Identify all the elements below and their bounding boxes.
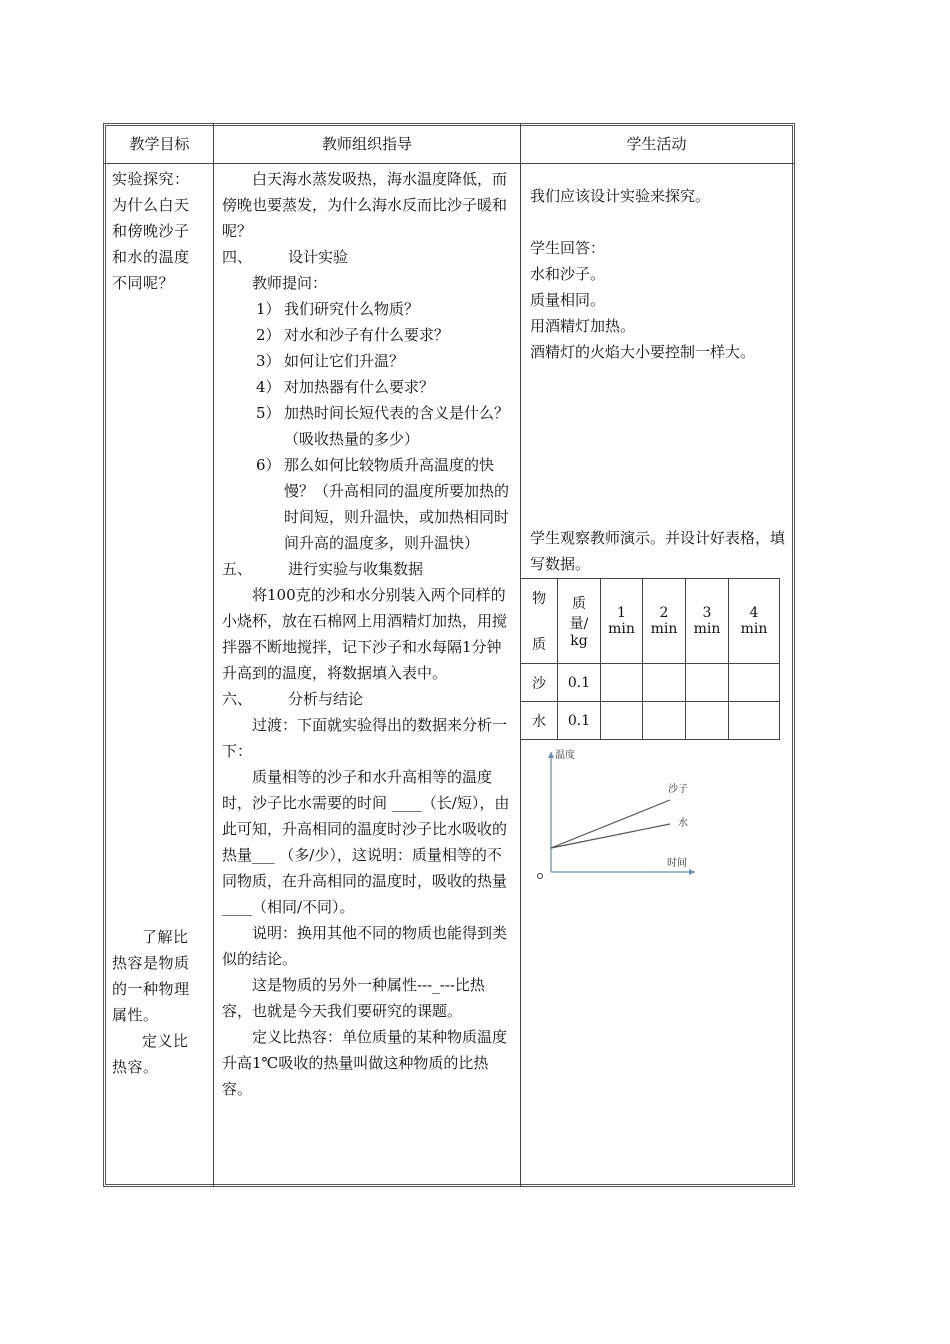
section-5-heading: [222, 556, 514, 582]
question-number: 5）: [256, 404, 281, 422]
header-text: 4: [749, 605, 759, 621]
header-material: [521, 579, 558, 664]
cell-material: 沙: [521, 664, 558, 702]
conclusion-paragraph: 质量相等的沙子和水升高相等的温度时，沙子比水需要的时间 ____（长/短），由此可知，升高相同的温度时沙子比水吸收的热量___ （多/少），这说明：质量相等的不同物质，在升高相同的温度时，吸收的热量 ____（相同/不同）。: [222, 768, 510, 916]
section-number: 五、: [222, 560, 253, 578]
property-paragraph: 这是物质的另外一种属性---_---比热容，也就是今天我们要研究的课题。: [222, 976, 485, 1020]
header-teacher: 教师组织指导: [321, 135, 412, 153]
goal-line: 热容是物质: [112, 954, 190, 972]
cell-empty[interactable]: [686, 702, 729, 740]
question-item: [222, 296, 514, 322]
header-text: min: [650, 621, 678, 637]
goal-line: 为什么白天: [112, 196, 190, 214]
student-observe: 学生观察教师演示。并设计好表格，填写数据。: [530, 529, 786, 573]
goal-line: 和水的温度: [112, 248, 190, 266]
header-time-3: [686, 579, 729, 664]
x-axis-arrow: [689, 869, 695, 875]
temperature-time-chart: [525, 742, 735, 882]
goal-line: 和傍晚沙子: [112, 222, 190, 240]
table-header-row: [521, 579, 780, 664]
header-text: 质: [532, 637, 546, 653]
question-number: 3）: [256, 352, 281, 370]
cell-mass: 0.1: [558, 664, 601, 702]
header-text: min: [608, 621, 635, 637]
question-item: [222, 322, 514, 348]
question-text: 我们研究什么物质？: [284, 300, 420, 318]
header-student: 学生活动: [626, 135, 687, 153]
cell-empty[interactable]: [643, 702, 686, 740]
section-6-heading: [222, 686, 514, 712]
transition-paragraph: 过渡：下面就实验得出的数据来分析一下：: [222, 716, 508, 760]
note-paragraph: 说明：换用其他不同的物质也能得到类似的结论。: [222, 924, 508, 968]
header-time-1: [601, 579, 643, 664]
header-goals: 教学目标: [129, 135, 190, 153]
question-number: 1）: [256, 300, 281, 318]
goal-line: 实验探究：: [112, 170, 190, 188]
header-time-4: [729, 579, 780, 664]
cell-empty[interactable]: [601, 664, 643, 702]
question-number: 4）: [256, 378, 281, 396]
header-text: 物: [532, 591, 546, 607]
section-4-heading: [222, 244, 514, 270]
goal-line: 的一种物理: [112, 980, 190, 998]
section-title: 分析与结论: [288, 690, 364, 708]
student-line: 学生回答：: [530, 239, 606, 257]
table-row: [521, 702, 780, 740]
y-axis-label: 温度: [555, 750, 575, 761]
header-text: 量/: [569, 616, 589, 632]
y-axis-arrow: [548, 752, 554, 758]
series-line: [551, 824, 670, 848]
section-title: 进行实验与收集数据: [288, 560, 424, 578]
question-number: 2）: [256, 326, 281, 344]
header-text: 3: [702, 605, 712, 621]
experiment-paragraph: 将100克的沙和水分别装入两个同样的小烧杯，放在石棉网上用酒精灯加热，用搅拌器不断地搅拌，记下沙子和水每隔1分钟升高到的温度，将数据填入表中。: [222, 586, 508, 682]
header-text: 质: [572, 596, 586, 612]
question-item: [222, 348, 514, 374]
cell-empty[interactable]: [729, 702, 780, 740]
student-line: 水和沙子。: [530, 265, 606, 283]
question-text: 加热时间长短代表的含义是什么？（吸收热量的多少）: [284, 404, 510, 448]
cell-empty[interactable]: [686, 664, 729, 702]
question-item: [222, 400, 514, 452]
goal-line: 了解比: [142, 928, 189, 946]
origin-label: [538, 874, 543, 879]
cell-empty[interactable]: [601, 702, 643, 740]
question-text: 对水和沙子有什么要求？: [284, 326, 450, 344]
cell-empty[interactable]: [729, 664, 780, 702]
student-line: 用酒精灯加热。: [530, 317, 636, 335]
header-text: kg: [570, 633, 588, 649]
question-text: 如何让它们升温？: [284, 352, 405, 370]
header-text: 1: [617, 605, 626, 621]
section-number: 四、: [222, 248, 253, 266]
goal-line: 定义比: [142, 1032, 189, 1050]
teacher-column: [222, 166, 514, 1102]
student-line: 质量相同。: [530, 291, 606, 309]
goal-line: 不同呢？: [112, 274, 175, 292]
intro-paragraph: 白天海水蒸发吸热，海水温度降低，而傍晚也要蒸发，为什么海水反而比沙子暖和呢？: [222, 170, 508, 240]
series-line: [551, 800, 670, 848]
student-line: 酒精灯的火焰大小要控制一样大。: [530, 343, 756, 361]
header-text: min: [740, 621, 768, 637]
series-label: 沙子: [668, 784, 688, 795]
header-text: 2: [659, 605, 669, 621]
student-column: [530, 183, 792, 365]
cell-empty[interactable]: [643, 664, 686, 702]
section-number: 六、: [222, 690, 253, 708]
header-divider: [103, 163, 795, 164]
goal-line: 属性。: [112, 1006, 159, 1024]
goals-column-2: [112, 924, 208, 1080]
column-divider: [213, 123, 214, 1187]
header-text: min: [693, 621, 721, 637]
question-item: [222, 374, 514, 400]
definition-paragraph: 定义比热容：单位质量的某种物质温度升高1℃吸收的热量叫做这种物质的比热容。: [222, 1028, 508, 1098]
header-time-2: [643, 579, 686, 664]
question-text: 对加热器有什么要求？: [284, 378, 435, 396]
series-label: 水: [678, 818, 688, 829]
question-number: 6）: [256, 456, 281, 474]
cell-mass: 0.1: [558, 702, 601, 740]
question-item: [222, 452, 514, 556]
x-axis-label: 时间: [667, 858, 687, 869]
student-line: 我们应该设计实验来探究。: [530, 187, 711, 205]
header-mass: [558, 579, 601, 664]
goals-column: [112, 166, 208, 296]
cell-material: 水: [521, 702, 558, 740]
ask-label: 教师提问：: [252, 274, 328, 292]
goal-line: 热容。: [112, 1058, 159, 1076]
section-title: 设计实验: [288, 248, 349, 266]
table-row: [521, 664, 780, 702]
data-table: [520, 578, 780, 740]
question-text: 那么如何比较物质升高温度的快慢？（升高相同的温度所要加热的时间短，则升温快，或加热相同时间升高的温度多，则升温快）: [284, 456, 510, 552]
